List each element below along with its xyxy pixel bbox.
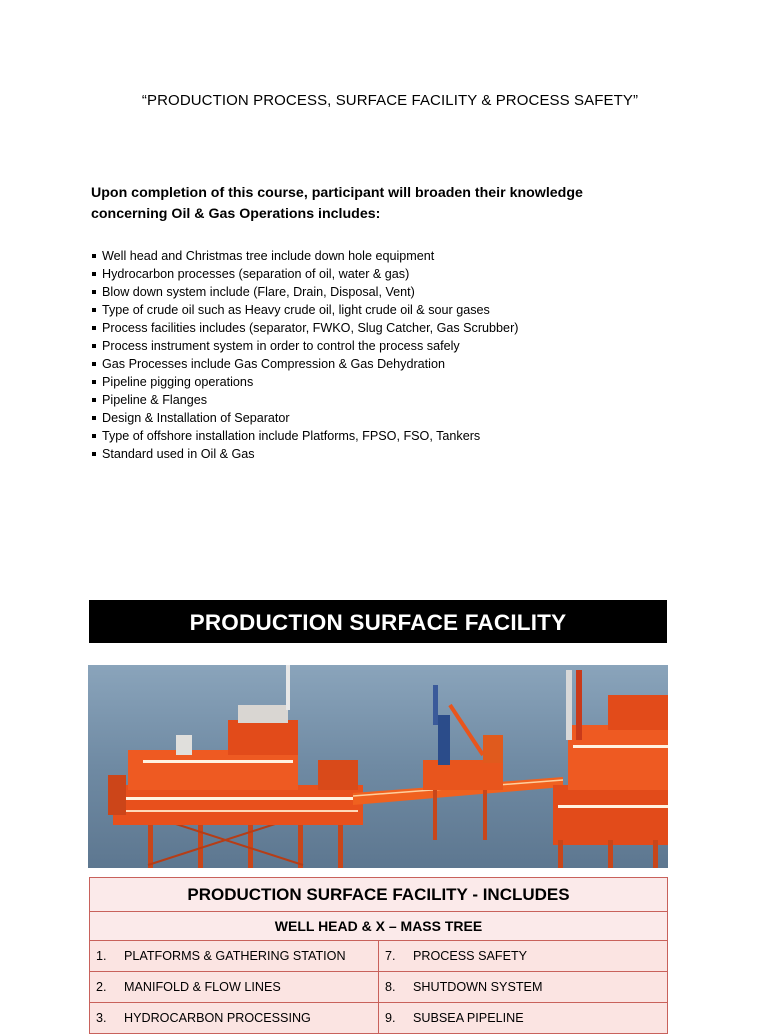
bullet-square-icon (92, 380, 96, 384)
table-subheader-row (90, 912, 668, 941)
list-item: Process instrument system in order to control the process safely (91, 337, 518, 355)
table-header-row (90, 878, 668, 912)
list-item: Pipeline & Flanges (91, 391, 518, 409)
section-banner: PRODUCTION SURFACE FACILITY (89, 600, 667, 643)
list-item: Blow down system include (Flare, Drain, Disposal, Vent) (91, 283, 518, 301)
bullet-square-icon (92, 362, 96, 366)
table-row (90, 972, 668, 1003)
list-item: Gas Processes include Gas Compression & Gas Dehydration (91, 355, 518, 373)
offshore-platform-photo (88, 665, 668, 868)
right-platform (553, 670, 668, 868)
bullet-square-icon (92, 290, 96, 294)
list-item: Well head and Christmas tree include down hole equipment (91, 247, 518, 265)
table-row (90, 941, 668, 972)
course-topics-list (91, 247, 518, 463)
table-cell: 7. PROCESS SAFETY (379, 941, 668, 972)
list-item: Type of offshore installation include Platforms, FPSO, FSO, Tankers (91, 427, 518, 445)
bullet-square-icon (92, 416, 96, 420)
bullet-square-icon (92, 308, 96, 312)
document-title: “PRODUCTION PROCESS, SURFACE FACILITY & PROCESS SAFETY” (141, 92, 639, 109)
bullet-square-icon (92, 344, 96, 348)
table-cell: 1. PLATFORMS & GATHERING STATION (90, 941, 379, 972)
facility-table (89, 877, 668, 1034)
table-cell: 2. MANIFOLD & FLOW LINES (90, 972, 379, 1003)
course-intro: Upon completion of this course, participant will broaden their knowledge concerning Oil & Gas Operations includes: (91, 185, 583, 222)
bullet-square-icon (92, 326, 96, 330)
list-item: Process facilities includes (separator, FWKO, Slug Catcher, Gas Scrubber) (91, 319, 518, 337)
bullet-square-icon (92, 452, 96, 456)
bullet-square-icon (92, 254, 96, 258)
table-title: PRODUCTION SURFACE FACILITY - INCLUDES (90, 878, 668, 912)
table-cell: 3. HYDROCARBON PROCESSING (90, 1003, 379, 1034)
list-item: Pipeline pigging operations (91, 373, 518, 391)
table-cell: 8. SHUTDOWN SYSTEM (379, 972, 668, 1003)
list-item: Standard used in Oil & Gas (91, 445, 518, 463)
bullet-square-icon (92, 434, 96, 438)
table-subtitle: WELL HEAD & X – MASS TREE (90, 912, 668, 941)
bullet-square-icon (92, 398, 96, 402)
table-row (90, 1003, 668, 1034)
list-item: Hydrocarbon processes (separation of oil, water & gas) (91, 265, 518, 283)
table-cell: 9. SUBSEA PIPELINE (379, 1003, 668, 1034)
list-item: Design & Installation of Separator (91, 409, 518, 427)
list-item: Type of crude oil such as Heavy crude oil, light crude oil & sour gases (91, 301, 518, 319)
bullet-square-icon (92, 272, 96, 276)
